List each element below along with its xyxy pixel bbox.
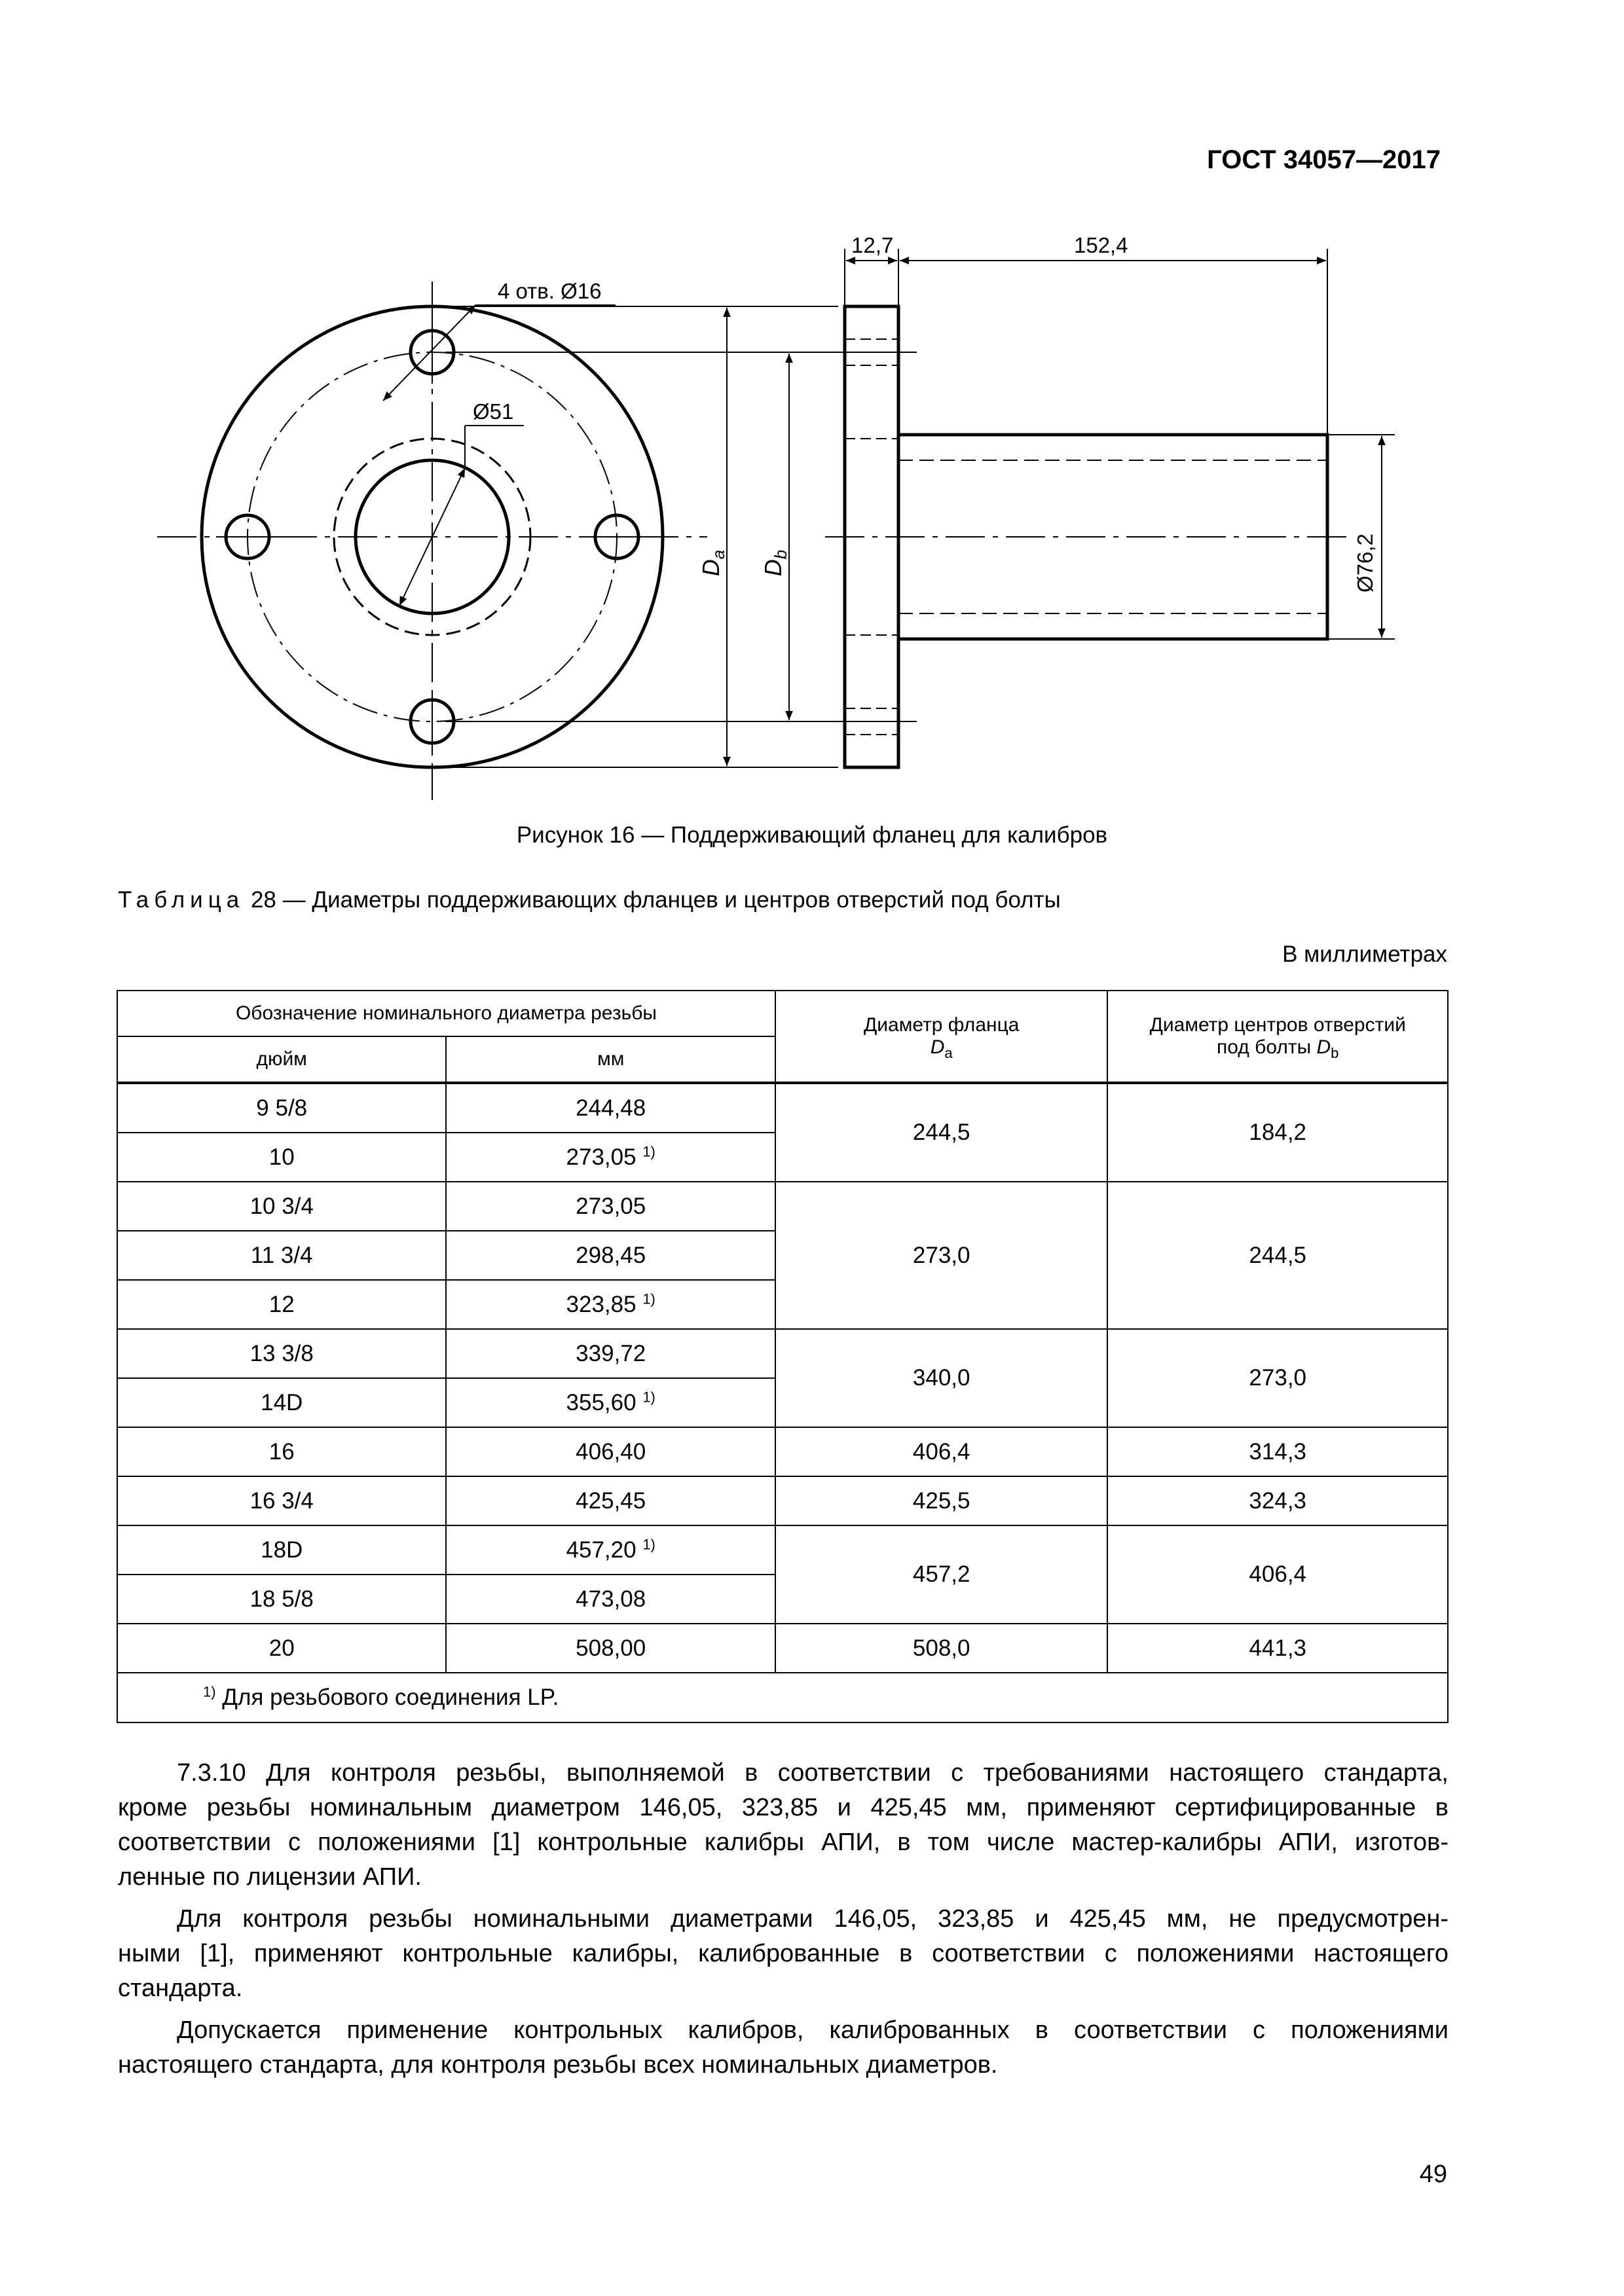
table-title-text: — Диаметры поддерживающих фланцев и центров отверстий под болты [282,887,1061,913]
paragraph-line: ленные по лицензии АПИ. [118,1863,422,1891]
paragraph-line: соответствии с положениями [1] контрольные калибры АПИ, в том числе мастер-калибры АПИ, изготов- [118,1829,1449,1856]
footnote-mark: 1) [203,1683,216,1700]
paragraph-3 [118,2013,1449,2083]
label-shaft-diameter: Ø76,2 [1353,534,1377,592]
cell-da: 425,5 [775,1476,1108,1525]
paragraph-line: стандарта. [118,1975,243,2002]
cell-mm-value: 355,60 [566,1389,637,1415]
label-da-sub: a [709,549,728,560]
cell-inch: 11 3/4 [117,1231,446,1280]
table-footnote [117,1673,1448,1722]
label-db: D [760,559,786,577]
figure-caption: Рисунок 16 — Поддерживающий фланец для калибров [516,822,1108,848]
cell-mm-value: 273,05 [566,1144,637,1170]
cell-da: 406,4 [775,1427,1108,1476]
paragraph-7-3-10 [118,1756,1449,1895]
header-flange-sym: D [930,1036,945,1058]
header-group: Обозначение номинального диаметра резьбы [117,991,775,1036]
table-row [117,1427,1448,1476]
cell-inch: 9 5/8 [117,1083,446,1133]
cell-inch: 16 [117,1427,446,1476]
cell-db: 441,3 [1107,1624,1448,1673]
cell-mm [446,1083,775,1133]
header-bolt-label: Диаметр центров отверстий [1149,1014,1406,1036]
header-mm: мм [446,1036,775,1083]
table-row [117,1182,1448,1231]
paragraph-line: 7.3.10 Для контроля резьбы, выполняемой в соответствии с требованиями настоящего стандарта, [177,1759,1449,1787]
paragraph-line: ными [1], применяют контрольные калибры, калиброванные в соответствии с положениями настоящего [118,1940,1449,1967]
header-bolt-label-2: под болты [1217,1036,1317,1058]
header-flange-label: Диаметр фланца [863,1014,1020,1036]
label-holes: 4 отв. Ø16 [498,279,602,303]
cell-da: 457,2 [775,1525,1108,1624]
cell-mm-value: 406,40 [576,1438,646,1465]
cell-mm [446,1378,775,1427]
document-header: ГОСТ 34057—2017 [1207,145,1441,174]
footnote-ref: 1) [642,1142,655,1159]
svg-text:Db [760,550,790,576]
table-title [118,887,1061,913]
page-number: 49 [1419,2160,1447,2188]
paragraph-line: настоящего стандарта, для контроля резьбы всех номинальных диаметров. [118,2051,998,2079]
svg-text:Da [697,550,728,576]
table-row [117,1525,1448,1575]
cell-da: 508,0 [775,1624,1108,1673]
table-header-row [117,991,1448,1036]
table-title-number: 28 [250,887,276,913]
cell-mm-value: 425,45 [576,1487,646,1514]
cell-mm-value: 339,72 [576,1340,646,1366]
cell-inch: 18D [117,1525,446,1575]
header-flange-sub: a [944,1045,953,1061]
paragraph-line: кроме резьбы номинальным диаметром 146,05, 323,85 и 425,45 мм, применяют сертифицированные в [118,1794,1449,1821]
header-bolt-diameter [1107,991,1448,1083]
paragraph-line: Для контроля резьбы номинальными диаметрами 146,05, 323,85 и 425,45 мм, не предусмотрен- [177,1905,1449,1933]
cell-inch: 10 [117,1133,446,1182]
paragraph-line: Допускается применение контрольных калибров, калиброванных в соответствии с положениями [177,2016,1449,2044]
side-view [825,249,1395,767]
table-title-prefix: Таблица [118,887,245,913]
cell-mm [446,1624,775,1673]
footnote-ref: 1) [642,1388,655,1405]
label-db-sub: b [771,549,790,560]
header-bolt-sub: b [1331,1045,1339,1061]
footnote-ref: 1) [642,1290,655,1307]
cell-inch: 14D [117,1378,446,1427]
cell-db: 184,2 [1107,1083,1448,1182]
cell-da: 273,0 [775,1182,1108,1329]
cell-mm-value: 244,48 [576,1095,646,1121]
table-row [117,1624,1448,1673]
paragraph-2 [118,1902,1449,2006]
flange-drawing [0,0,1624,812]
cell-db: 406,4 [1107,1525,1448,1624]
table-row [117,1329,1448,1378]
cell-mm-value: 298,45 [576,1242,646,1268]
cell-inch: 10 3/4 [117,1182,446,1231]
cell-mm [446,1476,775,1525]
table-units: В миллиметрах [1282,941,1447,967]
label-flange-thickness: 12,7 [851,233,894,257]
cell-mm [446,1575,775,1624]
cell-mm [446,1329,775,1378]
cell-inch: 12 [117,1280,446,1329]
cell-db: 324,3 [1107,1476,1448,1525]
footnote-text: Для резьбового соединения LP. [222,1685,559,1710]
cell-inch: 18 5/8 [117,1575,446,1624]
label-da: D [697,559,724,577]
table-row [117,1083,1448,1133]
cell-mm-value: 323,85 [566,1291,637,1317]
cell-da: 340,0 [775,1329,1108,1427]
table-row [117,1476,1448,1525]
cell-db: 273,0 [1107,1329,1448,1427]
header-bolt-sym: D [1316,1036,1331,1058]
cell-mm [446,1427,775,1476]
cell-inch: 20 [117,1624,446,1673]
cell-db: 244,5 [1107,1182,1448,1329]
table-footnote-row [117,1673,1448,1722]
cell-mm-value: 273,05 [576,1193,646,1219]
cell-inch: 16 3/4 [117,1476,446,1525]
cell-mm [446,1525,775,1575]
cell-da: 244,5 [775,1083,1108,1182]
cell-mm-value: 473,08 [576,1586,646,1612]
cell-inch: 13 3/8 [117,1329,446,1378]
flange-table [117,990,1449,1723]
header-inch: дюйм [117,1036,446,1083]
cell-mm [446,1133,775,1182]
label-shaft-length: 152,4 [1074,233,1128,257]
cell-mm [446,1280,775,1329]
front-view [157,282,917,800]
footnote-ref: 1) [642,1535,655,1552]
label-bore: Ø51 [473,399,514,424]
cell-mm [446,1231,775,1280]
cell-db: 314,3 [1107,1427,1448,1476]
cell-mm-value: 457,20 [566,1537,637,1563]
header-flange-diameter [775,991,1108,1083]
cell-mm-value: 508,00 [576,1635,646,1661]
cell-mm [446,1182,775,1231]
